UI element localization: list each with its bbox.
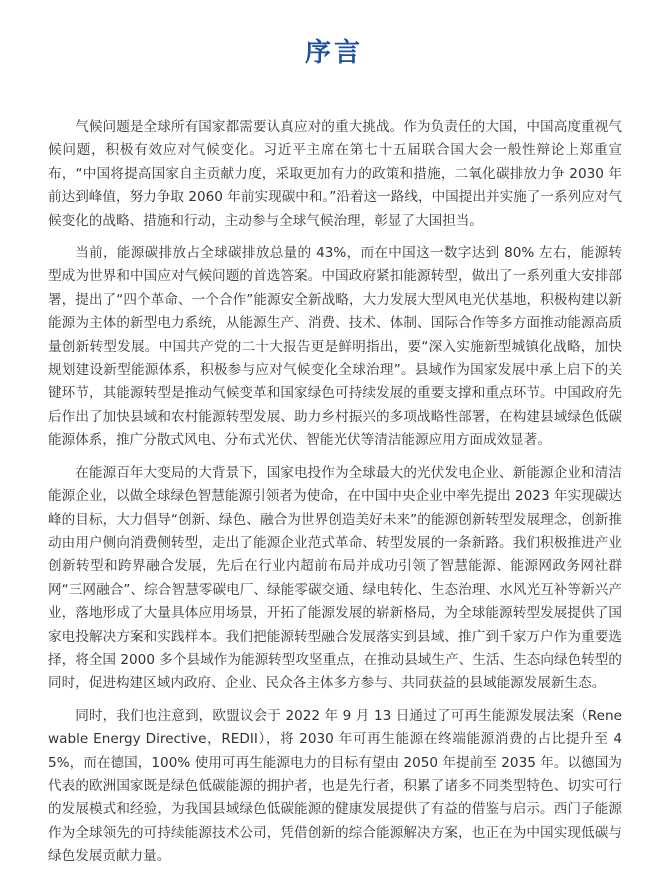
paragraph-3: 在能源百年大变局的大背景下，国家电投作为全球最大的光伏发电企业、新能源企业和清洁能源企业，以做全球绿色智慧能源引领者为使命，在中国中央企业中率先提出 2023 年实现碳达峰的目标，大力倡导“创新、绿色、融合为世界创造美好未来”的能源创新转型发展理念，创新推动由用户侧向消费侧转型，走出了能源企业范式革命、转型发展的一条新路。我们积极推进产业创新转型和跨界融合发展，先后在行业内超前布局并成功引领了智慧能源、能源网政务网社群网“三网融合”、综合智慧零碳电厂、绿能零碳交通、绿电转化、生态治理、水风光互补等新兴产业，落地形成了大量具体应用场景，开拓了能源发展的崭新格局，为全球能源转型发展提供了国家电投解决方案和实践样本。我们把能源转型融合发展落实到县域、推广到千家万户作为重要选择，将全国 2000 多个县域作为能源转型攻坚重点，在推动县域生产、生活、生态向绿色转型的同时，促进构建区域内政府、企业、民众各主体多方参与、共同获益的县域能源发展新生态。 [48,464,622,692]
paragraph-4: 同时，我们也注意到，欧盟议会于 2022 年 9 月 13 日通过了可再生能源发展法案（Renewable Energy Directive，REDII），将 2030 年可再生能源在终端能源消费的占比提升至 45%，而在德国，100% 使用可再生能源电力的目标有望由 2050 年提前至 2035 年。以德国为代表的欧洲国家既是绿色低碳能源的拥护者，也是先行者，积累了诸多不同类型特色、切实可行的发展模式和经验，为我国县域绿色低碳能源的健康发展提供了有益的借鉴与启示。西门子能源作为全球领先的可持续能源技术公司，凭借创新的综合能源解决方案，也正在为中国实现低碳与绿色发展贡献力量。 [48,707,622,865]
paragraph-1: 气候问题是全球所有国家都需要认真应对的重大挑战。作为负责任的大国，中国高度重视气候问题，积极有效应对气候变化。习近平主席在第七十五届联合国大会一般性辩论上郑重宣布，“中国将提高国家自主贡献力度，采取更加有力的政策和措施，二氧化碳排放力争 2030 年前达到峰值，努力争取 2060 年前实现碳中和。”沿着这一路线，中国提出并实施了一系列应对气候变化的战略、措施和行动，主动参与全球气候治理，彰显了大国担当。 [48,119,622,229]
paragraph-2: 当前，能源碳排放占全球碳排放总量的 43%，而在中国这一数字达到 80% 左右，能源转型成为世界和中国应对气候问题的首选答案。中国政府紧扣能源转型，做出了一系列重大安排部署，提出了“四个革命、一个合作”能源安全新战略，大力发展大型风电光伏基地，积极构建以新能源为主体的新型电力系统，从能源生产、消费、技术、体制、国际合作等多方面推动能源高质量创新转型发展。中国共产党的二十大报告更是鲜明指出，要“深入实施新型城镇化战略，加快规划建设新型能源体系，积极参与应对气候变化全球治理”。县域作为国家发展中承上启下的关键环节，其能源转型是推动气候变革和国家绿色可持续发展的重要支撑和重点环节。中国政府先后作出了加快县域和农村能源转型发展、助力乡村振兴的多项战略性部署，在构建县域绿色低碳能源体系，推广分散式风电、分布式光伏、智能光伏等清洁能源应用方面成效显著。 [48,245,622,449]
page-title: 序言 [304,38,363,68]
body-text [48,116,622,878]
